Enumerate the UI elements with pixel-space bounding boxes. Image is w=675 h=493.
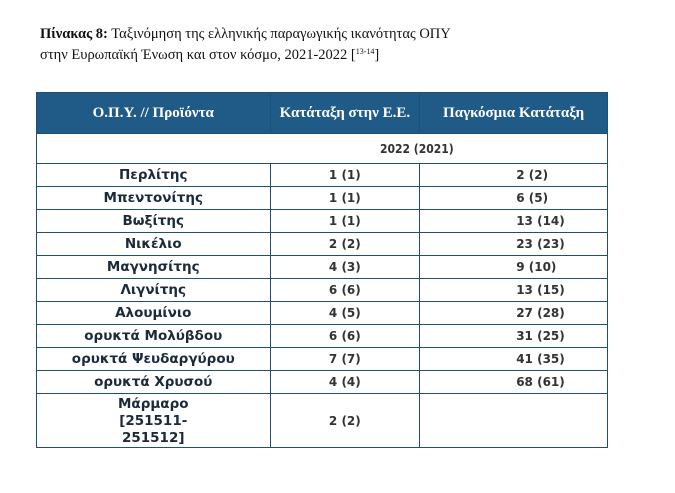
mineral-name-line: 251512] — [121, 430, 185, 446]
mineral-name: Λιγνίτης — [37, 279, 271, 302]
header-world-rank: Παγκόσμια Κατάταξη — [420, 93, 608, 134]
world-rank: 2 (2) — [420, 164, 608, 187]
header-row — [37, 93, 608, 134]
mineral-name: ορυκτά Μολύβδου — [37, 325, 271, 348]
caption-ref: 13-14 — [355, 47, 375, 56]
eu-rank: 4 (4) — [270, 371, 420, 394]
mineral-name-line: [251511- — [119, 413, 188, 429]
world-rank: 13 (14) — [420, 210, 608, 233]
world-rank: 68 (61) — [420, 371, 608, 394]
eu-rank: 4 (3) — [270, 256, 420, 279]
eu-rank: 1 (1) — [270, 187, 420, 210]
caption-line1: Ταξινόμηση της ελληνικής παραγωγικής ικανότητας ΟΠΥ — [107, 26, 451, 42]
table-caption — [40, 26, 640, 64]
world-rank — [420, 394, 608, 448]
table-row — [37, 256, 608, 279]
eu-rank: 4 (5) — [270, 302, 420, 325]
caption-label: Πίνακας 8: — [40, 26, 108, 42]
eu-rank: 2 (2) — [270, 394, 420, 448]
year-label: 2022 (2021) — [37, 134, 608, 164]
mineral-name-line: Μάρμαρο — [117, 396, 189, 412]
mineral-name: ορυκτά Ψευδαργύρου — [37, 348, 271, 371]
table-row — [37, 302, 608, 325]
mineral-name: Βωξίτης — [37, 210, 271, 233]
eu-rank: 1 (1) — [270, 164, 420, 187]
mineral-name: Νικέλιο — [37, 233, 271, 256]
table-row — [37, 279, 608, 302]
table-row — [37, 210, 608, 233]
mineral-name: Μαγνησίτης — [37, 256, 271, 279]
eu-rank: 6 (6) — [270, 325, 420, 348]
table-row — [37, 394, 608, 448]
world-rank: 13 (15) — [420, 279, 608, 302]
caption-line2: στην Ευρωπαϊκή Ένωση και στον κόσμο, 2021-2022 [ — [40, 47, 356, 63]
world-rank: 6 (5) — [420, 187, 608, 210]
world-rank: 31 (25) — [420, 325, 608, 348]
year-row — [37, 134, 608, 164]
table-row — [37, 325, 608, 348]
eu-rank: 2 (2) — [270, 233, 420, 256]
mineral-name — [37, 394, 271, 448]
header-products: Ο.Π.Υ. // Προϊόντα — [37, 93, 271, 134]
mineral-name: Περλίτης — [37, 164, 271, 187]
header-eu-rank: Κατάταξη στην Ε.Ε. — [270, 93, 420, 134]
table-row — [37, 233, 608, 256]
eu-rank: 6 (6) — [270, 279, 420, 302]
table-row — [37, 371, 608, 394]
eu-rank: 1 (1) — [270, 210, 420, 233]
table-row — [37, 164, 608, 187]
table-row — [37, 187, 608, 210]
world-rank: 9 (10) — [420, 256, 608, 279]
table-row — [37, 348, 608, 371]
world-rank: 41 (35) — [420, 348, 608, 371]
world-rank: 23 (23) — [420, 233, 608, 256]
caption-close: ] — [374, 47, 380, 63]
ranking-table — [36, 92, 608, 448]
mineral-name: Μπεντονίτης — [37, 187, 271, 210]
eu-rank: 7 (7) — [270, 348, 420, 371]
mineral-name: ορυκτά Χρυσού — [37, 371, 271, 394]
world-rank: 27 (28) — [420, 302, 608, 325]
mineral-name: Αλουμίνιο — [37, 302, 271, 325]
